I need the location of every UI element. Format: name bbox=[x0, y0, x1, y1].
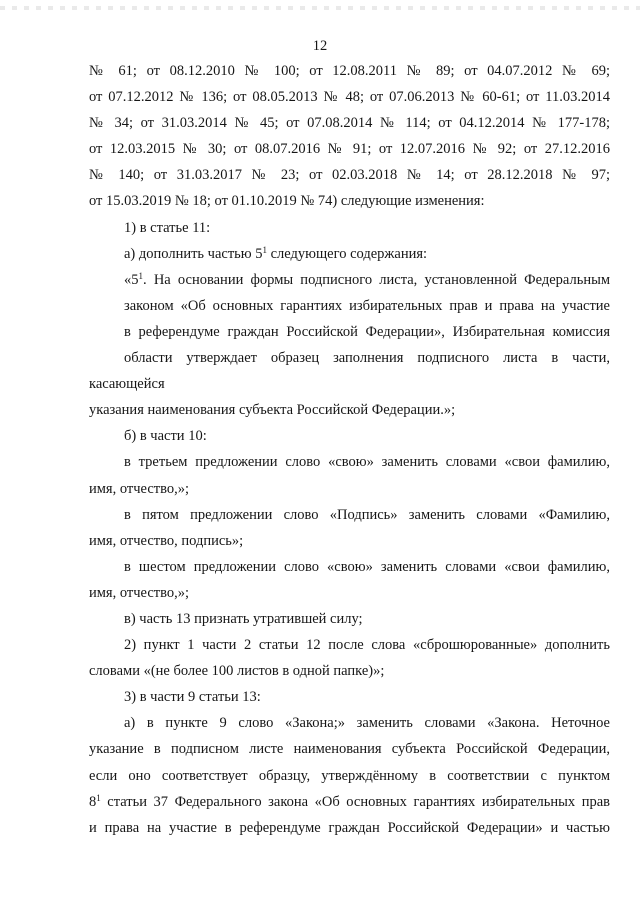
sentence-3-cont: имя, отчество,»; bbox=[89, 480, 190, 497]
text-line-sup bbox=[89, 789, 610, 815]
superscript: 1 bbox=[96, 792, 101, 803]
item-1a-text: а) дополнить частью 5 bbox=[124, 245, 263, 262]
text-line: указание в подписном листе наименования субъекта Российской Федерации, bbox=[89, 741, 610, 758]
sentence-5-paragraph bbox=[89, 502, 610, 528]
text-line: в шестом предложении слово «свою» заменить словами «свои фамилию, bbox=[124, 558, 610, 575]
text-line: № 61; от 08.12.2010 № 100; от 12.08.2011 № 89; от 04.07.2012 № 69; bbox=[89, 63, 610, 79]
item-3a-paragraph bbox=[89, 710, 610, 736]
item-1a bbox=[89, 241, 610, 267]
item-3a-cont bbox=[89, 736, 610, 840]
item-1b: б) в части 10: bbox=[124, 428, 207, 445]
text-line: если оно соответствует образцу, утверждённому в соответствии с пунктом bbox=[89, 767, 610, 784]
item-1v: в) часть 13 признать утратившей силу; bbox=[124, 610, 363, 627]
text-line: указания наименования субъекта Российской Федерации.»; bbox=[89, 402, 456, 419]
item-2-cont: словами «(не более 100 листов в одной папке)»; bbox=[89, 663, 385, 680]
text-line: в референдуме граждан Российской Федерации», Избирательная комиссия bbox=[124, 323, 610, 340]
text-line: от 12.03.2015 № 30; от 08.07.2016 № 91; от 12.07.2016 № 92; от 27.12.2016 bbox=[89, 141, 610, 158]
item-1: 1) в статье 11: bbox=[124, 219, 211, 236]
sentence-3-paragraph bbox=[89, 449, 610, 475]
text-line: в пятом предложении слово «Подпись» заменить словами «Фамилию, bbox=[124, 506, 610, 523]
text-line: области утверждает образец заполнения подписного листа в части, касающейся bbox=[89, 350, 610, 393]
quote-first-line bbox=[89, 267, 610, 293]
page-number: 12 bbox=[312, 38, 328, 54]
document-body bbox=[89, 58, 610, 841]
text-line: от 07.12.2012 № 136; от 08.05.2013 № 48; от 07.06.2013 № 60-61; от 11.03.2014 bbox=[89, 89, 610, 106]
quote-line-rest: . На основании формы подписного листа, установленной Федеральным bbox=[143, 271, 610, 288]
text-line: а) в пункте 9 слово «Закона;» заменить словами «Закона. Неточное bbox=[124, 715, 610, 732]
text-line: от 15.03.2019 № 18; от 01.10.2019 № 74) следующие изменения: bbox=[89, 193, 485, 210]
sentence-6-cont: имя, отчество,»; bbox=[89, 584, 190, 601]
item-3: 3) в части 9 статьи 13: bbox=[124, 689, 261, 706]
item-3a-line-rest: статьи 37 Федерального закона «Об основных гарантиях избирательных прав bbox=[100, 793, 610, 810]
text-line: и права на участие в референдуме граждан Российской Федерации» и частью bbox=[89, 819, 610, 836]
text-line: в третьем предложении слово «свою» заменить словами «свои фамилию, bbox=[124, 454, 610, 471]
text-line: законом «Об основных гарантиях избирательных прав и права на участие bbox=[124, 297, 610, 314]
text-line: № 140; от 31.03.2017 № 23; от 02.03.2018 № 14; от 28.12.2018 № 97; bbox=[89, 167, 610, 184]
sentence-5-cont: имя, отчество, подпись»; bbox=[89, 532, 244, 549]
intro-paragraph bbox=[89, 58, 610, 215]
item-3a-num: 8 bbox=[89, 793, 97, 810]
text-line: 2) пункт 1 части 2 статьи 12 после слова «сброшюрованные» дополнить bbox=[124, 637, 610, 654]
sentence-6-paragraph bbox=[89, 554, 610, 580]
item-1a-text-end: следующего содержания: bbox=[267, 245, 428, 262]
scan-artifact bbox=[0, 6, 640, 10]
item-2-paragraph bbox=[89, 632, 610, 658]
quote-paragraph bbox=[89, 267, 610, 424]
superscript: 1 bbox=[138, 270, 143, 281]
quote-open: «5 bbox=[124, 271, 139, 288]
superscript: 1 bbox=[262, 244, 267, 255]
text-line: № 34; от 31.03.2014 № 45; от 07.08.2014 № 114; от 04.12.2014 № 177-178; bbox=[89, 115, 610, 132]
